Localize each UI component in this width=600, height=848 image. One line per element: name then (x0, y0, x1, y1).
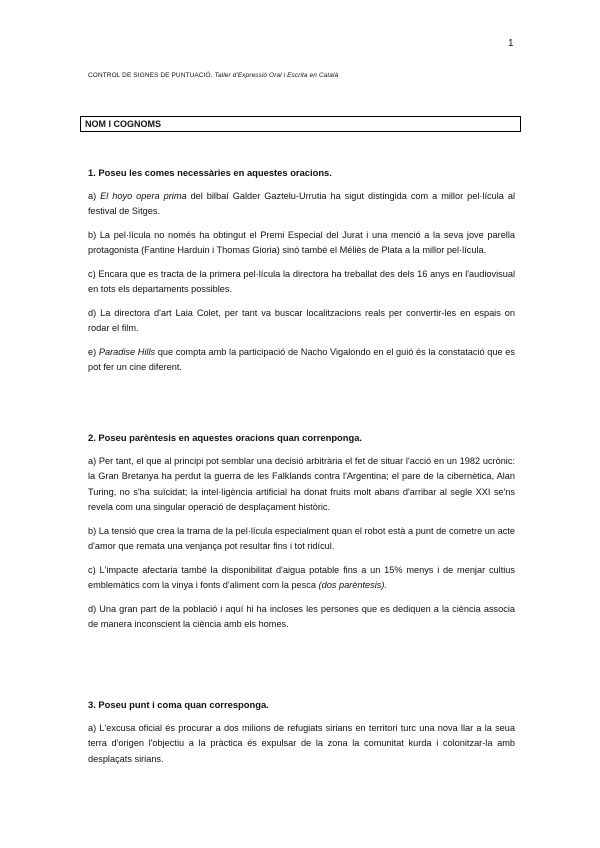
section-2 (88, 430, 515, 633)
name-field[interactable] (80, 116, 521, 132)
section-title: 1. Poseu les comes necessàries en aquestes oracions. (88, 167, 332, 178)
header-subtitle: Taller d'Expressió Oral i Escrita en Català (214, 72, 339, 79)
section-1 (88, 165, 515, 376)
exercise-item: a) L'excusa oficial és procurar a dos milions de refugiats sirians en territori turc una nova llar a la seua terra d'origen l'objectiu a la pràctica és expulsar de la zona la comunitat kurda i colonitzar-la amb desplaçats sirians. (88, 722, 515, 764)
section-title: 3. Poseu punt i coma quan corresponga. (88, 699, 269, 710)
exercise-item: b) La tensió que crea la trama de la pel·lícula especialment quan el robot està a punt de cometre un acte d'amor que remata una venjança pot resultar fins i tot ridícul. (88, 525, 515, 551)
exercise-item: a) El hoyo opera prima del bilbaí Galder Gaztelu-Urrutia ha sigut distingida com a millor pel·lícula al festival de Sitges. (88, 190, 515, 216)
exercise-item: d) Una gran part de la població i aquí hi ha incloses les persones que es dediquen a la ciència associa de manera inconscient la ciència amb els homes. (88, 603, 515, 629)
name-field-label: NOM I COGNOMS (85, 119, 161, 129)
exercise-item: c) L'impacte afectaria també la disponibilitat d'aigua potable fins a un 15% menys i de menjar cultius emblemàtics com la vinya i fonts d'aliment com la pesca (dos parèntesis). (88, 564, 515, 590)
document-header (88, 72, 338, 79)
exercise-item: e) Paradise Hills que compta amb la participació de Nacho Vigalondo en el guió és la constatació que es pot fer un cine diferent. (88, 346, 515, 372)
exercise-item: a) Per tant, el que al principi pot semblar una decisió arbitrària el fet de situar l'acció en un 1982 ucrònic: la Gran Bretanya ha perdut la guerra de les Falklands contra l'Argentina; el pare de la cibernètica, Alan Turing, no s'ha suïcidat; la intel·ligència artificial ha donat fruits molt abans d'arribar al segle XXI se'ns revela com una singular operació de desplaçament històric. (88, 455, 515, 512)
header-title: CONTROL DE SIGNES DE PUNTUACIÓ. (88, 72, 213, 79)
section-title: 2. Poseu parèntesis en aquestes oracions quan correnponga. (88, 432, 363, 443)
film-title: El hoyo opera prima (100, 190, 187, 201)
instruction-note: (dos parèntesis). (318, 580, 387, 590)
film-title: Paradise Hills (98, 346, 156, 357)
section-3 (88, 697, 515, 767)
exercise-item: b) La pel·lícula no només ha obtingut el Premi Especial del Jurat i una menció a la seva jove parella protagonista (Fantine Harduin i Thomas Gioria) sinó també el Méliès de Plata a la millor pel·lícula. (88, 229, 515, 255)
page-number: 1 (508, 38, 514, 49)
exercise-item: d) La directora d'art Laia Colet, per tant va buscar localitzacions reals per convertir-les en espais on rodar el film. (88, 307, 515, 333)
exercise-item: c) Encara que es tracta de la primera pel·lícula la directora ha treballat des dels 16 anys en l'audiovisual en tots els departaments possibles. (88, 268, 515, 294)
